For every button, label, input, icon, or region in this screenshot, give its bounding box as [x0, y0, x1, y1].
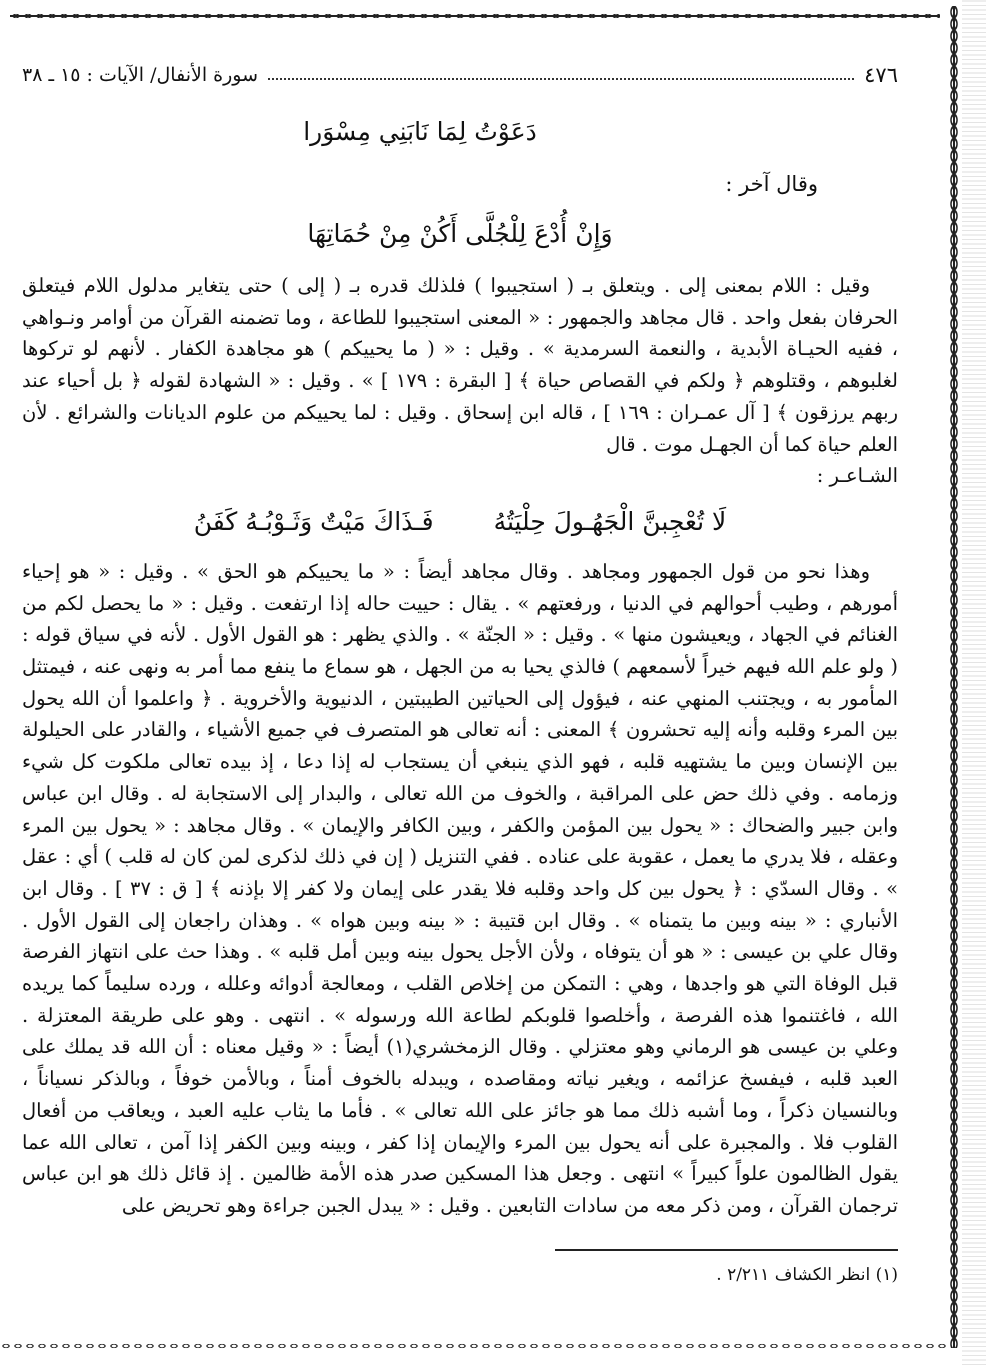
bottom-chain-border — [0, 1340, 946, 1352]
top-chain-border — [10, 10, 940, 22]
paragraph-1-body: وقيل : اللام بمعنى إلى . ويتعلق بـ ( استجيبوا ) فلذلك قدره بـ ( إلى ) حتى يتغاير مدلول اللام فيتعلق الحرفان بفعل واحد . قال مجاهد والجمهور : « المعنى استجيبوا للطاعة ، وما تضمنه القرآن من أوامر ونـواهي ، ففيه الحيـاة الأبدية ، والنعمة السرمدية » . وقيل : « ( ما يحييكم ) هو مجاهدة الكفار . لأنهم لو تركوها لغلبوهم ، وقتلوهم ﴿ ولكم في القصاص حياة ﴾ [ البقرة : ١٧٩ ] » . وقيل : « الشهادة لقوله ﴿ بل أحياء عند ربهم يرزقون ﴾ [ آل عمـران : ١٦٩ ] ، قاله ابن إسحاق . وقيل : لما يحييكم من علوم الديانات والشرائع . لأن العلم حياة كما أن الجهـل موت . قال — [22, 274, 899, 456]
poet-label: وقال آخر : — [725, 172, 818, 196]
verse-3-second-hemistich: فَـذَاكَ مَيْتٌ وَثَـوْبُـهُ كَفَنُ — [193, 506, 434, 536]
page-number: ٤٧٦ — [864, 63, 898, 87]
right-chain-border — [948, 6, 960, 1348]
paragraph-1 — [22, 270, 898, 492]
footnote-separator — [555, 1249, 898, 1251]
footnote: (١) انظر الكشاف ٢/٢١١ . — [716, 1265, 898, 1285]
paragraph-2: وهذا نحو من قول الجمهور ومجاهد . وقال مجاهد أيضاً : « ما يحييكم هو الحق » . وقيل : « هو إحياء أمورهم ، وطيب أحوالهم في الدنيا ، ورفعتهم » . يقال : حييت حاله إذا ارتفعت . وقيل : « ما يحصل لكم من الغنائم في الجهاد ، ويعيشون منها » . وقيل : « الجنّة » . والذي يظهر : هو القول الأول . لأنه في سياق قوله : ( ولو علم الله فيهم خيراً لأسمعهم ) فالذي يحيا به من الجهل ، هو سماع ما ينفع مما أمر به ونهى عنه ، فيمتثل المأمور به ، ويجتنب المنهي عنه ، فيؤول إلى الحياتين الطيبتين ، الدنيوية والأخروية . ﴿ واعلموا أن الله يحول بين المرء وقلبه وأنه إليه تحشرون ﴾ المعنى : أنه تعالى هو المتصرف في جميع الأشياء ، والقادر على الحيلولة بين الإنسان وبين ما يشتهيه قلبه ، فهو الذي ينبغي أن يستجاب له إذا دعا ، إذ بيده تعالى ملكوت كل شيء وزمامه . وفي ذلك حض على المراقبة ، والخوف من الله تعالى ، والبدار إلى الاستجابة له . وقال ابن عباس وابن جبير والضحاك : « يحول بين المؤمن والكفر ، وبين الكافر والإيمان » . وقال مجاهد : « يحول بين المرء وعقله ، فلا يدري ما يعمل ، عقوبة على عناده . ففي التنزيل ( إن في ذلك لذكرى لمن كان له قلب ) أي : عقل » . وقال السدّي : ﴿ يحول بين كل واحد وقلبه فلا يقدر على إيمان ولا كفر إلا بإذنه ﴾ [ ق : ٣٧ ] . وقال ابن الأنباري : « بينه وبين ما يتمناه » . وقال ابن قتيبة : « بينه وبين هواه » . وهذان راجعان إلى القول الأول . وقال علي بن عيسى : « هو أن يتوفاه ، ولأن الأجل يحول بينه وبين أمل قلبه » . وهذا حث على انتهاز الفرصة قبل الوفاة التي هو واجدها ، وهي : التمكن من إخلاص القلب ، ومعالجة أدوائه وعلله ، ورده سليماً كما يريده الله ، فاغتنموا هذه الفرصة ، وأخلصوا قلوبكم لطاعة الله ورسوله » . انتهى . وهو على طريقة المعتزلة . وعلي بن عيسى هو الرماني وهو معتزلي . وقال الزمخشري(١) أيضاً : « وقيل معناه : أن الله قد يملك على العبد قلبه ، فيفسخ عزائمه ، ويغير نياته ومقاصده ، ويبدله بالخوف أمناً ، وبالأمن خوفاً ، وبالذكر نسياناً ، وبالنسيان ذكراً ، وما أشبه ذلك مما هو جائز على الله تعالى » . فأما ما يثاب عليه العبد ، ويعاقب من أفعال القلوب فلا . والمجبرة على أنه يحول بين المرء والإيمان إذا كفر ، وبينه وبين الكفر إذا آمن ، تعالى الله عما يقول الظالمون علواً كبيراً » انتهى . وجعل هذا المسكين صدر هذه الأمة ظالمين . إذ قائل ذلك هو ابن عباس ترجمان القرآن ، ومن ذكر معه من سادات التابعين . وقيل : « يبدل الجبن جراءة وهو تحريض على — [22, 559, 899, 1217]
main-text — [22, 100, 898, 1222]
paragraph-1-last-line: الشـاعـر : — [816, 464, 898, 488]
header-dot-leader — [268, 78, 854, 80]
poem-verse-1: دَعَوْتُ لِمَا نَابَنِي مِسْوَرا — [303, 117, 537, 146]
surah-title: سورة الأنفال/ الآيات : ١٥ ـ ٣٨ — [22, 64, 259, 86]
poem-verse-3 — [22, 502, 898, 542]
verse-3-first-hemistich: لَا تُعْجِبنَّ الْجَهُـولَ حِلْيَتُهُ — [493, 506, 727, 536]
page-edge-shadow — [962, 0, 986, 1368]
poem-verse-2: وَإِنْ أُدْعَ لِلْجُلَّى أَكُنْ مِنْ حُمَاتِهَا — [307, 219, 613, 248]
running-header — [22, 60, 898, 90]
